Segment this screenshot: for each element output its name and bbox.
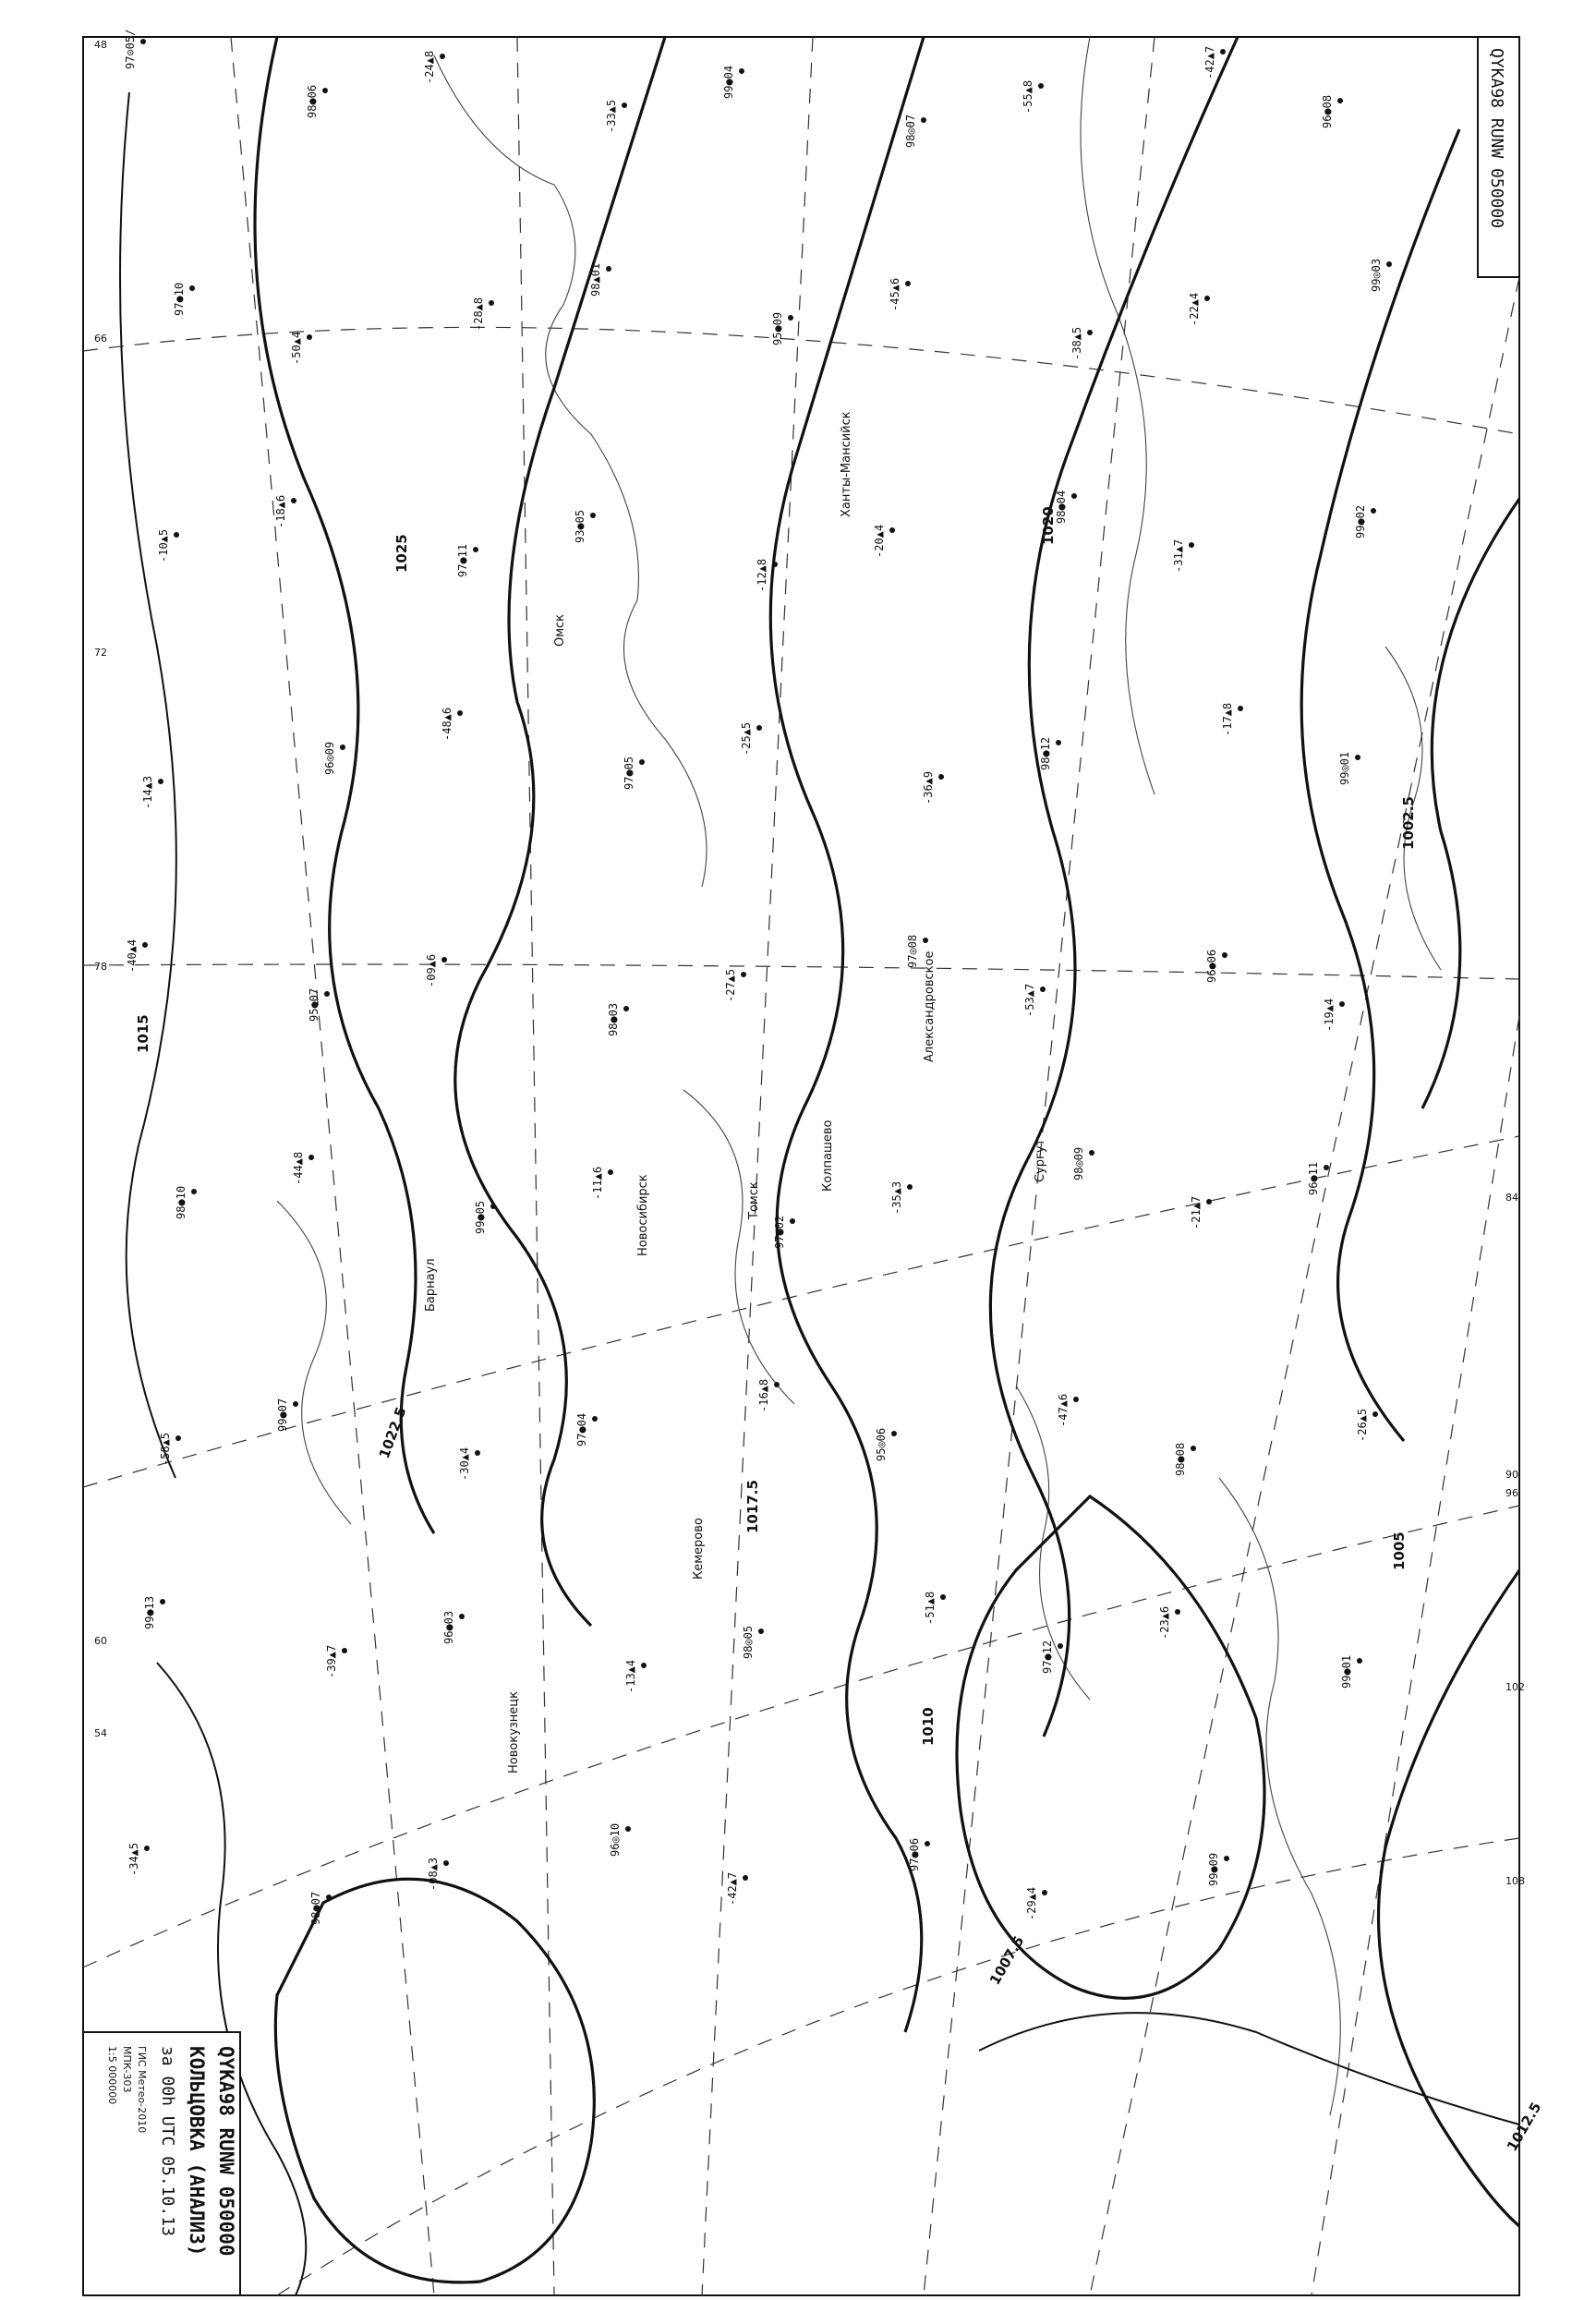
- edge-number: 60: [94, 1635, 107, 1647]
- station-observation: 98◎05: [742, 1625, 755, 1659]
- station-observation: 96●06: [1205, 949, 1218, 983]
- station-observation: 97●10: [173, 282, 186, 316]
- city-label: Новосибирск: [636, 1174, 650, 1256]
- station-observation: 98◎07: [904, 114, 917, 148]
- station-observation: 93●05: [574, 509, 586, 543]
- station-observation: -38▲5: [1070, 326, 1083, 360]
- edge-number: 90: [1505, 1469, 1518, 1481]
- edge-number: 72: [94, 647, 107, 659]
- station-observation: -48▲6: [441, 707, 453, 741]
- station-dot: [590, 513, 596, 518]
- station-observation: 96◎09: [323, 741, 336, 775]
- scale-label: 1:5 000000: [106, 2046, 118, 2105]
- station-observation: -27▲5: [724, 968, 737, 1002]
- city-label: Томск: [747, 1181, 761, 1219]
- station-dot: [1191, 1446, 1196, 1451]
- station-observation: 99●05: [474, 1200, 487, 1234]
- station-observation: 95●07: [308, 987, 320, 1022]
- station-dot: [938, 774, 944, 780]
- station-dot: [342, 1648, 347, 1653]
- station-dot: [774, 1382, 780, 1387]
- station-observation: 99●01: [1340, 1654, 1353, 1689]
- station-dot: [592, 1416, 598, 1422]
- station-dot: [1071, 493, 1077, 499]
- station-dot: [308, 1155, 314, 1160]
- station-dot: [1238, 706, 1243, 711]
- station-dot: [1224, 1856, 1229, 1861]
- isobar-label: 1002.5: [1400, 796, 1417, 850]
- station-dot: [889, 527, 895, 533]
- station-dot: [1058, 1643, 1063, 1649]
- title-line-3: за 00h UTC 05.10.13: [158, 2046, 177, 2236]
- station-observation: -16▲8: [757, 1378, 770, 1412]
- edge-number: 48: [94, 39, 107, 51]
- station-dot: [608, 1169, 613, 1175]
- edge-numbers: [94, 39, 1525, 1887]
- city-label: Ханты-Мансийск: [840, 411, 853, 517]
- station-dot: [457, 710, 463, 716]
- edge-number: 54: [94, 1727, 107, 1739]
- station-observation: -36▲9: [922, 770, 935, 805]
- station-dot: [189, 285, 195, 291]
- station-observation: 97●02: [773, 1215, 786, 1249]
- station-observation: 96●03: [442, 1610, 455, 1644]
- station-dot: [1355, 755, 1360, 760]
- station-dot: [293, 1401, 298, 1407]
- station-dot: [440, 54, 445, 59]
- credit-line-1: ГИС Метео-2010: [136, 2046, 148, 2134]
- station-dot: [174, 532, 179, 538]
- station-observation: -11▲6: [591, 1166, 604, 1200]
- station-dot: [473, 547, 478, 552]
- station-dot: [322, 88, 328, 93]
- station-observation: -39▲7: [325, 1644, 338, 1678]
- station-dot: [1089, 1150, 1094, 1156]
- station-observation: 97●06: [908, 1837, 921, 1871]
- station-dot: [743, 1875, 748, 1881]
- city-label: Омск: [553, 613, 567, 647]
- station-observation: 98●06: [306, 84, 319, 118]
- station-observation: -35▲3: [890, 1180, 903, 1215]
- header-code: QYKA98 RUNW 050000: [1487, 48, 1506, 229]
- station-dot: [1175, 1609, 1180, 1615]
- station-dot: [1073, 1397, 1079, 1402]
- isobar-label: 1020: [1040, 506, 1057, 545]
- station-dot: [158, 779, 163, 784]
- station-observation: -45▲6: [889, 277, 901, 311]
- station-observation: -40▲4: [126, 938, 139, 973]
- station-dot: [340, 744, 345, 750]
- edge-number: 78: [94, 961, 107, 973]
- station-observation: 95●09: [771, 311, 784, 345]
- city-label: Кемерово: [692, 1518, 706, 1580]
- station-dot: [1206, 1199, 1212, 1204]
- station-dot: [1357, 1658, 1362, 1664]
- station-observation: -30▲4: [458, 1447, 471, 1481]
- city-label: Барнаул: [424, 1258, 438, 1312]
- station-dot: [772, 562, 778, 567]
- station-observation: 99◎01: [1338, 751, 1351, 785]
- station-dot: [1040, 987, 1046, 992]
- station-dot: [940, 1594, 946, 1600]
- station-dot: [160, 1599, 165, 1604]
- title-line-2: КОЛЬЦОВКА (АНАЛИЗ): [186, 2046, 208, 2257]
- station-dot: [758, 1628, 764, 1634]
- station-observation: 97●04: [575, 1412, 588, 1447]
- station-observation: 99◎03: [1370, 258, 1383, 292]
- station-observation: -17▲8: [1221, 702, 1234, 736]
- edge-number: 66: [94, 333, 107, 345]
- station-observation: 98●12: [1039, 736, 1052, 770]
- station-dot: [140, 39, 146, 44]
- city-label: Колпашево: [821, 1120, 835, 1192]
- station-observation: 99●07: [276, 1398, 289, 1432]
- header-code-box: [1478, 37, 1519, 277]
- station-dot: [921, 117, 926, 123]
- edge-number: 108: [1505, 1875, 1525, 1887]
- station-dot: [1337, 98, 1343, 103]
- station-observation: -58▲5: [159, 1432, 172, 1466]
- station-observation: -10▲5: [157, 528, 170, 563]
- credit-line-2: МПК-303: [121, 2046, 133, 2093]
- station-observation: 97●05: [623, 756, 635, 790]
- station-dot: [790, 1218, 795, 1224]
- isobar-label: 1010: [920, 1707, 937, 1746]
- station-observation: 99●04: [722, 65, 735, 99]
- title-block: [83, 2032, 240, 2295]
- station-observation: -44▲8: [292, 1151, 305, 1185]
- station-observation: -18▲6: [274, 494, 287, 528]
- station-dot: [1038, 83, 1044, 89]
- station-dot: [739, 68, 744, 74]
- station-observation: -51▲8: [924, 1591, 937, 1625]
- station-observation: -50▲4: [290, 331, 303, 365]
- station-observation: 99●13: [143, 1595, 156, 1629]
- station-dot: [1204, 296, 1210, 301]
- station-dot: [606, 266, 611, 272]
- edge-number: 102: [1505, 1681, 1525, 1693]
- station-observation: -53▲7: [1023, 983, 1036, 1017]
- station-observation: 96◎10: [609, 1822, 622, 1857]
- station-dot: [923, 938, 928, 943]
- station-dot: [756, 725, 762, 731]
- station-observation: 97●11: [456, 543, 469, 577]
- isobar-label: 1007.5: [985, 1932, 1028, 1988]
- station-dot: [1386, 261, 1392, 267]
- station-dot: [459, 1614, 465, 1619]
- station-dot: [1087, 330, 1093, 335]
- isobar-label: 1012.5: [1503, 2099, 1545, 2154]
- station-dot: [907, 1184, 913, 1190]
- station-dot: [490, 1204, 496, 1209]
- station-observation: 98◎09: [1072, 1146, 1085, 1180]
- station-observation: -31▲7: [1172, 539, 1185, 573]
- station-dot: [1222, 952, 1227, 958]
- station-dot: [1324, 1165, 1329, 1170]
- station-dot: [324, 991, 330, 997]
- station-observation: -55▲8: [1022, 79, 1034, 114]
- station-dot: [443, 1860, 449, 1866]
- isobar-label: 1025: [393, 534, 410, 573]
- isobar-label: 1022.5: [375, 1404, 410, 1461]
- station-observation: 97◎08: [906, 934, 919, 968]
- station-dot: [639, 759, 645, 765]
- station-observation: -28▲8: [472, 297, 485, 331]
- station-observation: 96●11: [1307, 1161, 1320, 1195]
- edge-number: 84: [1505, 1192, 1518, 1204]
- station-dot: [175, 1435, 181, 1441]
- station-observation: -42▲7: [726, 1871, 739, 1906]
- station-observation: 99●02: [1354, 504, 1367, 539]
- isobar-labels: [135, 506, 1544, 2154]
- station-dot: [1220, 49, 1226, 54]
- station-dot: [1339, 1001, 1345, 1007]
- station-observation: 98●08: [1174, 1442, 1187, 1476]
- station-observation: -13▲4: [624, 1659, 637, 1693]
- station-observations: [124, 30, 1392, 1925]
- station-observation: -08▲3: [427, 1857, 440, 1891]
- station-dot: [1372, 1411, 1378, 1417]
- station-dot: [142, 942, 148, 948]
- station-dot: [489, 300, 494, 306]
- station-observation: -26▲5: [1356, 1408, 1369, 1442]
- station-observation: -42▲7: [1203, 45, 1216, 79]
- station-dot: [291, 498, 296, 503]
- station-observation: 98▲01: [589, 262, 602, 297]
- station-observation: -21▲7: [1190, 1195, 1203, 1229]
- city-label: Новокузнецк: [507, 1690, 521, 1773]
- station-observation: -33▲5: [605, 99, 618, 133]
- station-observation: 98●03: [607, 1002, 620, 1036]
- station-observation: -47▲6: [1057, 1393, 1070, 1427]
- city-label: Александровское: [923, 950, 937, 1062]
- station-observation: -22▲4: [1188, 292, 1201, 326]
- station-dot: [905, 281, 911, 286]
- station-observation: 99●09: [1207, 1852, 1220, 1886]
- station-observation: -34▲5: [127, 1842, 140, 1876]
- station-observation: 98●10: [175, 1185, 187, 1219]
- isobar-label: 1005: [1391, 1531, 1408, 1570]
- geography-lines: [277, 37, 1441, 2115]
- station-dot: [191, 1189, 197, 1194]
- station-observation: 98●07: [309, 1891, 322, 1925]
- station-dot: [326, 1894, 332, 1900]
- station-observation: -14▲3: [141, 775, 154, 809]
- station-observation: -12▲8: [756, 558, 768, 592]
- station-dot: [1189, 542, 1194, 548]
- station-dot: [441, 957, 447, 962]
- station-dot: [925, 1841, 930, 1846]
- station-dot: [891, 1431, 897, 1436]
- station-dot: [144, 1846, 150, 1851]
- station-observation: -09▲6: [425, 953, 438, 987]
- city-label: Сургут: [1034, 1138, 1047, 1182]
- station-observation: -24▲8: [423, 50, 436, 84]
- station-observation: 96●08: [1321, 94, 1334, 128]
- station-observation: 98●04: [1055, 490, 1068, 524]
- station-observation: -23▲6: [1158, 1605, 1171, 1640]
- station-dot: [788, 315, 793, 321]
- station-dot: [641, 1663, 647, 1668]
- station-observation: -20▲4: [873, 524, 886, 558]
- station-observation: -19▲4: [1323, 998, 1336, 1032]
- isobar-label: 1015: [135, 1014, 151, 1053]
- station-observation: -25▲5: [740, 721, 753, 756]
- station-dot: [741, 972, 746, 977]
- isobar-label: 1017.5: [744, 1480, 761, 1533]
- station-dot: [1371, 508, 1376, 514]
- station-dot: [622, 103, 627, 108]
- station-observation: 97●12: [1041, 1640, 1054, 1674]
- station-dot: [623, 1006, 629, 1011]
- title-line-1: QYKA98 RUNW 050000: [215, 2046, 237, 2257]
- station-dot: [1042, 1890, 1047, 1895]
- station-dot: [475, 1450, 480, 1456]
- station-observation: 95◎06: [875, 1427, 888, 1461]
- station-dot: [307, 334, 312, 340]
- station-observation: 97⊙05/: [124, 29, 137, 69]
- station-observation: -29▲4: [1025, 1886, 1038, 1920]
- edge-number: 96: [1505, 1487, 1518, 1499]
- city-labels: [424, 411, 1047, 1773]
- station-dot: [1056, 740, 1061, 745]
- station-dot: [625, 1826, 631, 1832]
